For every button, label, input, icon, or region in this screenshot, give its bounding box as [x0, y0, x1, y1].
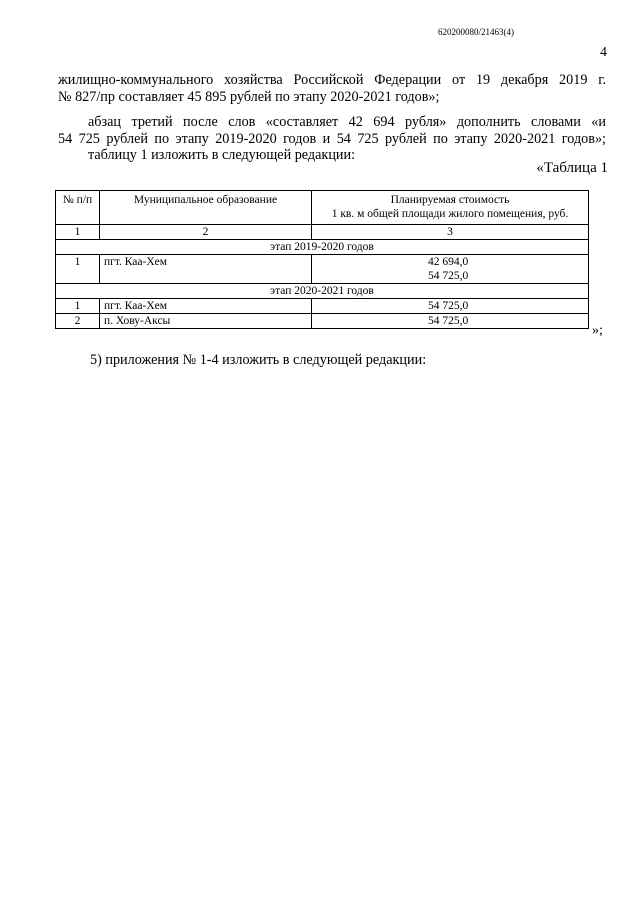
closing-quote: »; [592, 323, 603, 338]
paragraph-3: таблицу 1 изложить в следующей редакции: [88, 147, 356, 163]
stage-row [56, 284, 589, 299]
row-name: пгт. Каа-Хем [100, 255, 312, 284]
paragraph-1-line-2: № 827/пр составляет 45 895 рублей по этапу 2020-2021 годов»; [58, 89, 440, 105]
header-cost [312, 191, 589, 225]
row-num: 1 [56, 255, 100, 284]
table-header-row [56, 191, 589, 225]
paragraph-5: 5) приложения № 1-4 изложить в следующей редакции: [90, 352, 427, 368]
stage-title: этап 2020-2021 годов [56, 284, 589, 299]
header-cost-line-1: Планируемая стоимость [390, 194, 510, 206]
header-num: № п/п [56, 191, 100, 225]
row-num: 2 [56, 314, 100, 329]
row-value [312, 255, 589, 284]
stage-row [56, 240, 589, 255]
row-name: п. Хову-Аксы [100, 314, 312, 329]
row-value-2: 54 725,0 [428, 270, 469, 282]
column-number: 2 [100, 225, 312, 240]
table-row [56, 255, 589, 284]
paragraph-1-line-1: жилищно-коммунального хозяйства Российской Федерации от 19 декабря 2019 г. [58, 72, 606, 88]
table-caption: «Таблица 1 [536, 160, 608, 176]
row-value-1: 42 694,0 [428, 256, 469, 268]
cost-table [55, 190, 589, 329]
paragraph-2-line-1: абзац третий после слов «составляет 42 694 рубля» дополнить словами «и [88, 114, 606, 130]
column-number: 1 [56, 225, 100, 240]
header-cost-line-2: 1 кв. м общей площади жилого помещения, руб. [331, 208, 569, 220]
page-number: 4 [600, 45, 607, 60]
row-name: пгт. Каа-Хем [100, 299, 312, 314]
table-row [56, 314, 589, 329]
table-row [56, 299, 589, 314]
header-municipality: Муниципальное образование [100, 191, 312, 225]
row-num: 1 [56, 299, 100, 314]
document-id: 620200080/21463(4) [438, 27, 514, 37]
paragraph-2-line-2: 54 725 рублей по этапу 2019-2020 годов и 54 725 рублей по этапу 2020-2021 годов»; [58, 131, 606, 147]
column-number-row [56, 225, 589, 240]
row-value: 54 725,0 [312, 314, 589, 329]
column-number: 3 [312, 225, 589, 240]
row-value: 54 725,0 [312, 299, 589, 314]
stage-title: этап 2019-2020 годов [56, 240, 589, 255]
